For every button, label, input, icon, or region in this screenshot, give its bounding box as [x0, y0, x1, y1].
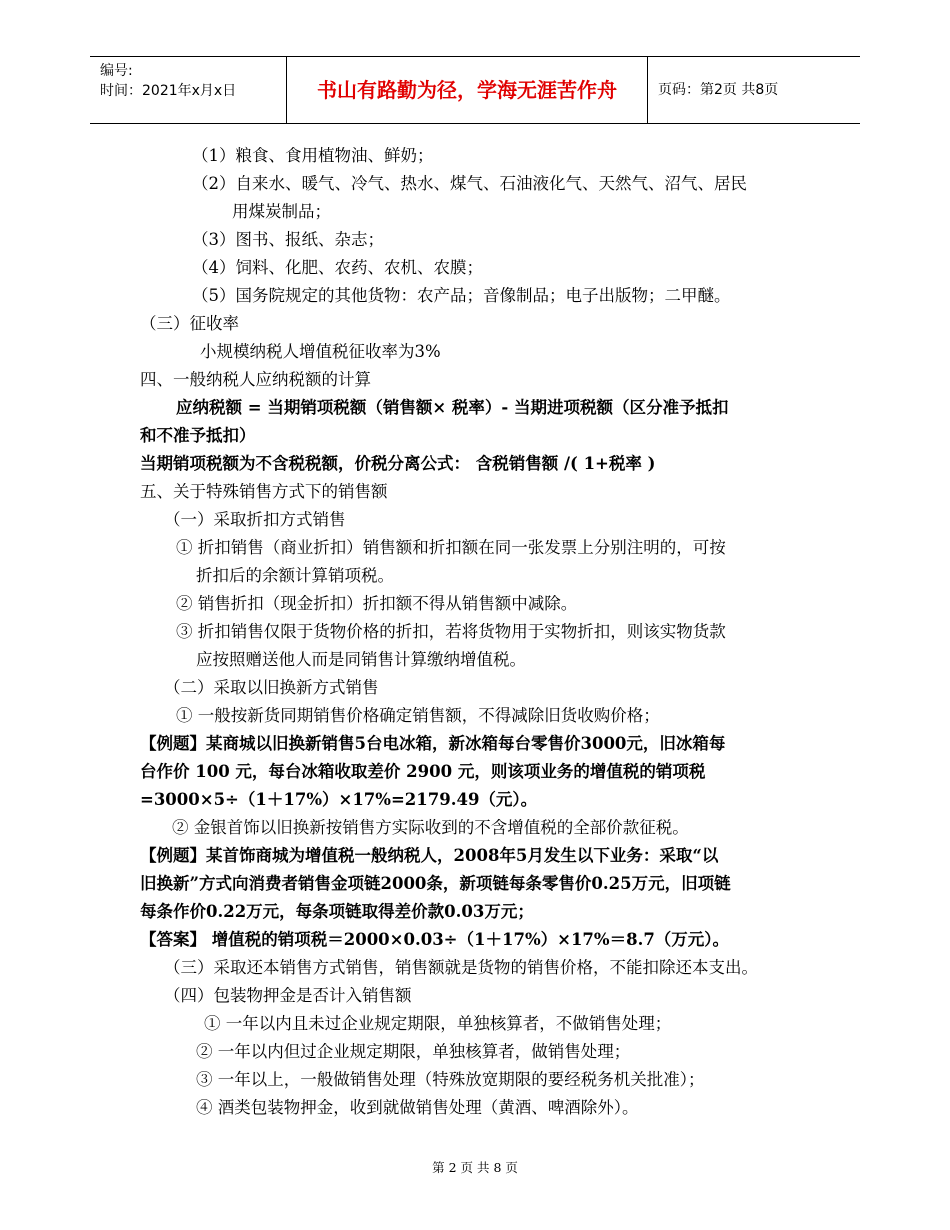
list-item: ④ 酒类包装物押金，收到就做销售处理（黄酒、啤酒除外）。	[196, 1098, 639, 1117]
subsection-heading: （四）包装物押金是否计入销售额	[164, 986, 412, 1005]
subsection-heading: （一）采取折扣方式销售	[164, 510, 346, 529]
list-item-continuation: 应按照赠送他人而是同销售计算缴纳增值税。	[196, 650, 526, 669]
list-item: ② 销售折扣（现金折扣）折扣额不得从销售额中减除。	[176, 594, 578, 613]
section-heading: （三）征收率	[140, 314, 239, 333]
list-item: （1）粮食、食用植物油、鲜奶；	[192, 146, 434, 165]
list-item-continuation: 折扣后的余额计算销项税。	[196, 566, 394, 585]
page-header	[90, 56, 860, 124]
subsection-heading: （三）采取还本销售方式销售，销售额就是货物的销售价格，不能扣除还本支出。	[164, 958, 758, 977]
example: 【例题】某首饰商城为增值税一般纳税人，2008年5月发生以下业务：采取“以	[140, 846, 719, 865]
list-item: ② 一年以内但过企业规定期限，单独核算者，做销售处理；	[196, 1042, 631, 1061]
example-continuation: 每条作价0.22万元，每条项链取得差价款0.03万元；	[140, 902, 534, 921]
paragraph: 小规模纳税人增值税征收率为3%	[200, 342, 441, 361]
page-footer: 第 2 页 共 8 页	[432, 1160, 518, 1175]
subsection-heading: （二）采取以旧换新方式销售	[164, 678, 379, 697]
time-label: 时间：2021年x月x日	[100, 83, 237, 99]
list-item: （2）自来水、暖气、冷气、热水、煤气、石油液化气、天然气、沼气、居民	[192, 174, 747, 193]
list-item: ① 折扣销售（商业折扣）销售额和折扣额在同一张发票上分别注明的，可按	[176, 538, 726, 557]
list-item: （4）饲料、化肥、农药、农机、农膜；	[192, 258, 483, 277]
answer: 【答案】 增值税的销项税＝2000×0.03÷（1＋17%）×17%＝8.7（万元）。	[140, 930, 730, 949]
page-info: 页码：第2页 共8页	[658, 82, 779, 98]
example-continuation: 旧换新”方式向消费者销售金项链2000条，新项链每条零售价0.25万元，旧项链	[140, 874, 731, 893]
list-item: ② 金银首饰以旧换新按销售方实际收到的不含增值税的全部价款征税。	[172, 818, 689, 837]
section-heading: 五、关于特殊销售方式下的销售额	[140, 482, 388, 501]
list-item: （5）国务院规定的其他货物：农产品；音像制品；电子出版物；二甲醚。	[192, 286, 731, 305]
formula-continuation: 和不准予抵扣）	[140, 426, 256, 445]
number-label: 编号:	[100, 63, 133, 79]
example: 【例题】某商城以旧换新销售5台电冰箱，新冰箱每台零售价3000元，旧冰箱每	[140, 734, 726, 753]
list-item-continuation: 用煤炭制品；	[232, 202, 331, 221]
list-item: ① 一年以内且未过企业规定期限，单独核算者，不做销售处理；	[204, 1014, 672, 1033]
header-meta	[100, 61, 236, 101]
list-item: ③ 一年以上，一般做销售处理（特殊放宽期限的要经税务机关批准）；	[196, 1070, 705, 1089]
formula: 当期销项税额为不含税税额，价税分离公式： 含税销售额 /( 1+税率 )	[140, 454, 656, 473]
formula: 应纳税额 = 当期销项税额（销售额× 税率）- 当期进项税额（区分准予抵扣	[176, 398, 729, 417]
list-item: ③ 折扣销售仅限于货物价格的折扣，若将货物用于实物折扣，则该实物货款	[176, 622, 726, 641]
section-heading: 四、一般纳税人应纳税额的计算	[140, 370, 371, 389]
motto: 书山有路勤为径，学海无涯苦作舟	[286, 57, 648, 123]
example-continuation: 台作价 100 元，每台冰箱收取差价 2900 元，则该项业务的增值税的销项税	[140, 762, 706, 781]
list-item: ① 一般按新货同期销售价格确定销售额，不得减除旧货收购价格；	[176, 706, 660, 725]
example-continuation: =3000×5÷（1＋17%）×17%=2179.49（元）。	[140, 790, 538, 809]
list-item: （3）图书、报纸、杂志；	[192, 230, 384, 249]
